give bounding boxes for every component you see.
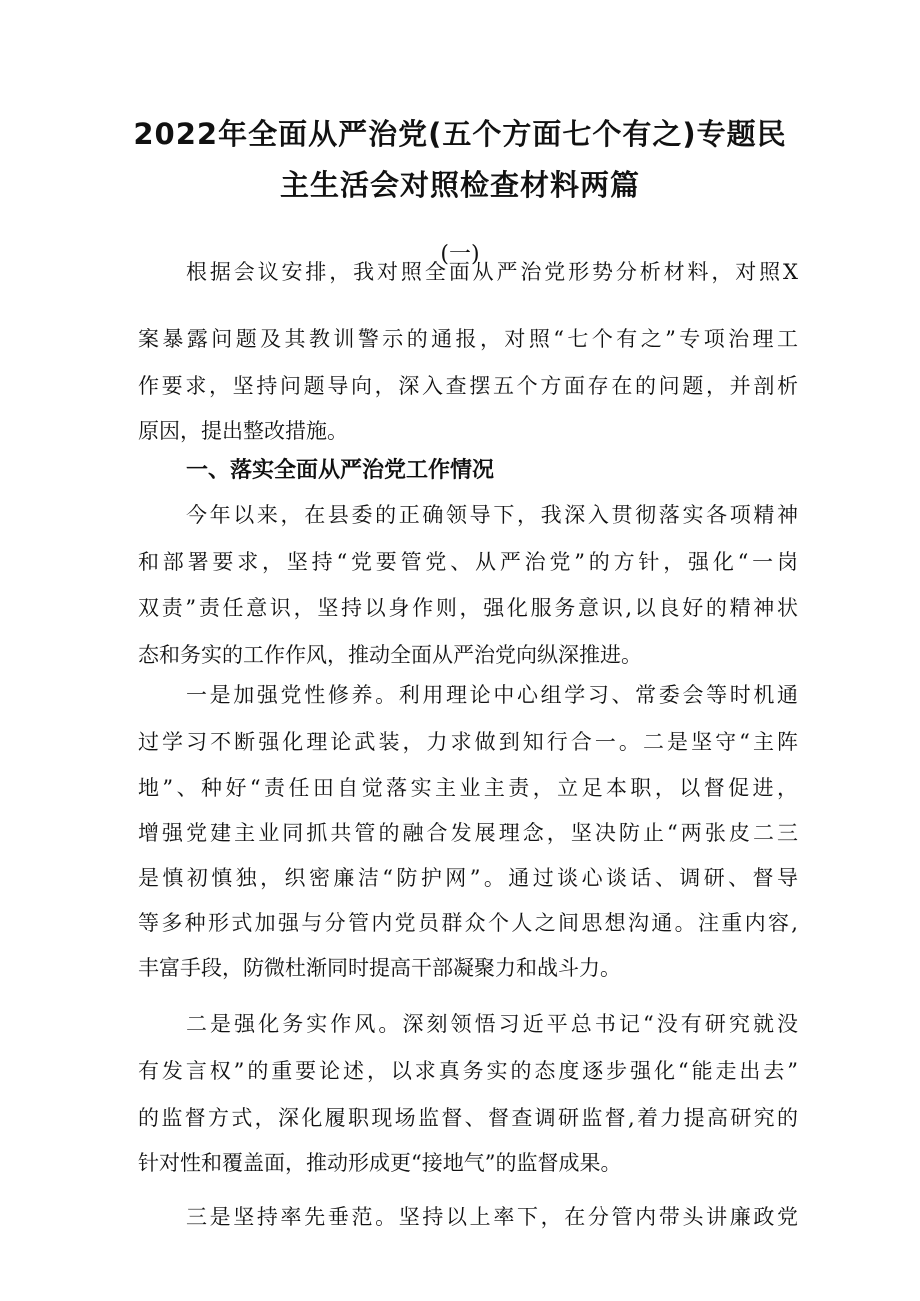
paragraph-3-line-7: 丰富手段，防微杜渐同时提高干部凝聚力和战斗力。 [138, 956, 621, 980]
paragraph-4-line-3: 的监督方式，深化履职现场监督、督查调研监督,着力提高研究的 [138, 1106, 798, 1130]
paragraph-4-line-1: 二是强化务实作风。深刻领悟习近平总书记“没有研究就没 [186, 1012, 798, 1036]
document-title-line-2: 主生活会对照检查材料两篇 [279, 168, 640, 202]
paragraph-2-line-1: 今年以来，在县委的正确领导下，我深入贯彻落实各项精神 [186, 503, 798, 527]
paragraph-4-line-2: 有发言权”的重要论述，以求真务实的态度逐步强化“能走出去” [138, 1059, 798, 1083]
paragraph-3-line-2: 过学习不断强化理论武装，力求做到知行合一。二是坚守“主阵 [138, 730, 798, 754]
paragraph-4-line-4: 针对性和覆盖面，推动形成更“接地气”的监督成果。 [138, 1151, 622, 1175]
paragraph-1-line-3: 作要求，坚持问题导向，深入查摆五个方面存在的问题，并剖析 [138, 374, 798, 398]
paragraph-3-line-1: 一是加强党性修养。利用理论中心组学习、常委会等时机通 [186, 683, 798, 707]
paragraph-3-line-4: 增强党建主业同抓共管的融合发展理念，坚决防止“两张皮二三 [138, 821, 798, 845]
paragraph-1-line-4: 原因，提出整改措施。 [138, 419, 348, 443]
paragraph-1-line-1: 根据会议安排，我对照全面从严治党形势分析材料，对照X [186, 260, 798, 284]
paragraph-5-line-1: 三是坚持率先垂范。坚持以上率下，在分管内带头讲廉政党 [186, 1205, 798, 1229]
section-number: (一) [440, 242, 480, 267]
paragraph-2-line-2: 和部署要求，坚持“党要管党、从严治党”的方针，强化“一岗 [138, 550, 798, 574]
document-title-line-1: 2022年全面从严治党(五个方面七个有之)专题民 [133, 117, 787, 151]
paragraph-1-line-2: 案暴露问题及其教训警示的通报，对照“七个有之”专项治理工 [138, 327, 798, 351]
section-heading-1: 一、落实全面从严治党工作情况 [186, 458, 495, 483]
paragraph-3-line-3: 地”、种好“责任田自觉落实主业主责，立足本职，以督促进， [138, 776, 798, 800]
paragraph-3-line-5: 是慎初慎独，织密廉洁“防护网”。通过谈心谈话、调研、督导 [138, 866, 798, 890]
paragraph-2-line-3: 双责”责任意识，坚持以身作则，强化服务意识,以良好的精神状 [138, 596, 798, 620]
paragraph-2-line-4: 态和务实的工作作风，推动全面从严治党向纵深推进。 [138, 643, 642, 667]
paragraph-3-line-6: 等多种形式加强与分管内党员群众个人之间思想沟通。注重内容, [138, 911, 798, 935]
